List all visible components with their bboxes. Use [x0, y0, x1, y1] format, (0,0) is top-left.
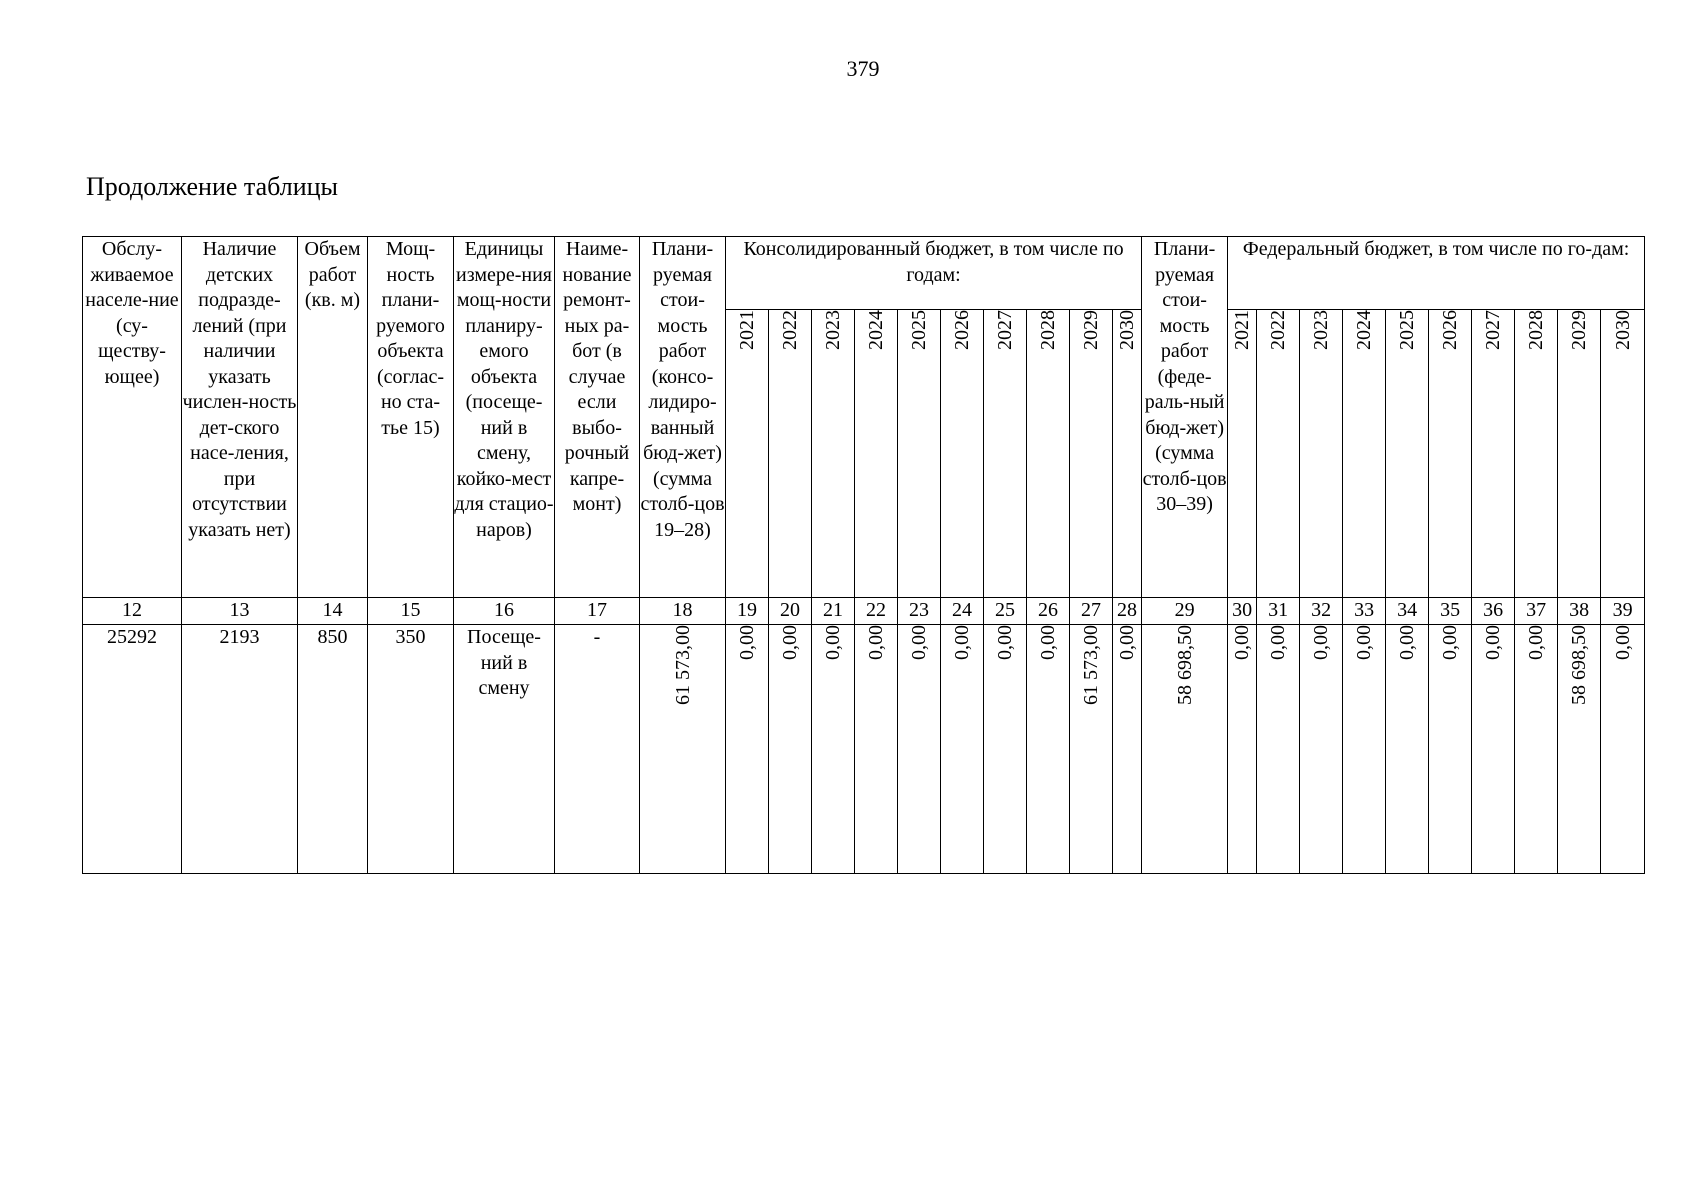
year-label: 2028 [1525, 310, 1548, 350]
header-capacity-units: Единицы измере-ния мощ-ности планиру-емого объекта (посеще-ний в смену, койко-мест для стацио-наров) [454, 237, 555, 598]
federal-year-2022 [1257, 310, 1300, 598]
column-number: 21 [812, 598, 855, 625]
cell-federal-2024 [1343, 625, 1386, 874]
column-number: 12 [83, 598, 182, 625]
column-number: 33 [1343, 598, 1386, 625]
header-consolidated-budget-group: Консолидированный бюджет, в том числе по годам: [726, 237, 1142, 310]
consolidated-year-2024 [855, 310, 898, 598]
consolidated-year-2028 [1027, 310, 1070, 598]
column-number: 38 [1558, 598, 1601, 625]
federal-year-2026 [1429, 310, 1472, 598]
cell-served-population: 25292 [83, 625, 182, 874]
consolidated-year-2030 [1113, 310, 1142, 598]
year-label: 2026 [951, 310, 973, 350]
cell-consolidated-2025 [898, 625, 941, 874]
year-label: 2022 [779, 310, 801, 350]
header-planned-cost-consolidated: Плани-руемая стои-мость работ (консо-лидиро-ванный бюд-жет) (сумма столб-цов 19–28) [640, 237, 726, 598]
cell-capacity-units: Посеще-ний в смену [454, 625, 555, 874]
year-label: 2024 [1353, 310, 1376, 350]
consolidated-year-2027 [984, 310, 1027, 598]
column-number: 26 [1027, 598, 1070, 625]
cell-consolidated-2026 [941, 625, 984, 874]
header-children-units: Наличие детских подразде-лений (при наличии указать числен-ность дет-ского насе-ления, при отсутствии указать нет) [182, 237, 298, 598]
cell-value: 0,00 [1611, 625, 1634, 660]
header-capacity: Мощ-ность плани-руемого объекта (соглас-но ста-тье 15) [368, 237, 454, 598]
federal-year-2028 [1515, 310, 1558, 598]
year-label: 2028 [1037, 310, 1059, 350]
column-number: 14 [298, 598, 368, 625]
federal-year-2021 [1228, 310, 1257, 598]
cell-federal-2030 [1601, 625, 1645, 874]
cell-value: 0,00 [779, 625, 801, 660]
cell-consolidated-2030 [1113, 625, 1142, 874]
column-number: 15 [368, 598, 454, 625]
federal-year-2027 [1472, 310, 1515, 598]
column-number: 18 [640, 598, 726, 625]
federal-year-2023 [1300, 310, 1343, 598]
column-number: 13 [182, 598, 298, 625]
cell-consolidated-2029 [1070, 625, 1113, 874]
column-number: 28 [1113, 598, 1142, 625]
budget-table [82, 236, 1645, 874]
year-label: 2024 [865, 310, 887, 350]
cell-value: 0,00 [1396, 625, 1419, 660]
cell-federal-2029 [1558, 625, 1601, 874]
cell-value: 0,00 [822, 625, 844, 660]
column-number: 22 [855, 598, 898, 625]
year-label: 2027 [994, 310, 1016, 350]
cell-consolidated-2024 [855, 625, 898, 874]
cell-value: 61 573,00 [671, 625, 694, 705]
column-number: 25 [984, 598, 1027, 625]
consolidated-year-2026 [941, 310, 984, 598]
cell-value: 0,00 [1310, 625, 1333, 660]
cell-consolidated-2022 [769, 625, 812, 874]
federal-year-2024 [1343, 310, 1386, 598]
column-number: 20 [769, 598, 812, 625]
year-label: 2022 [1267, 310, 1290, 350]
year-label: 2021 [736, 310, 758, 350]
cell-value: 0,00 [1482, 625, 1505, 660]
year-label: 2021 [1231, 310, 1254, 350]
cell-value: 58 698,50 [1568, 625, 1591, 705]
year-label: 2023 [822, 310, 844, 350]
cell-federal-2021 [1228, 625, 1257, 874]
year-label: 2025 [1396, 310, 1419, 350]
consolidated-year-2025 [898, 310, 941, 598]
column-number: 32 [1300, 598, 1343, 625]
federal-year-2025 [1386, 310, 1429, 598]
year-label: 2030 [1116, 310, 1139, 350]
column-number: 31 [1257, 598, 1300, 625]
table-row [83, 625, 1645, 874]
year-label: 2030 [1611, 310, 1634, 350]
cell-value: 0,00 [1037, 625, 1059, 660]
column-number: 23 [898, 598, 941, 625]
year-label: 2029 [1568, 310, 1591, 350]
column-number: 36 [1472, 598, 1515, 625]
cell-consolidated-2027 [984, 625, 1027, 874]
cell-value: 0,00 [1525, 625, 1548, 660]
cell-value: 0,00 [908, 625, 930, 660]
column-number: 17 [555, 598, 640, 625]
column-number: 27 [1070, 598, 1113, 625]
column-number: 30 [1228, 598, 1257, 625]
cell-work-volume: 850 [298, 625, 368, 874]
cell-consolidated-2028 [1027, 625, 1070, 874]
year-label: 2023 [1310, 310, 1333, 350]
page-number: 379 [846, 56, 880, 81]
year-label: 2025 [908, 310, 930, 350]
year-label: 2029 [1080, 310, 1102, 350]
cell-value: 0,00 [1353, 625, 1376, 660]
header-work-volume: Объем работ (кв. м) [298, 237, 368, 598]
cell-value: 0,00 [951, 625, 973, 660]
cell-federal-2025 [1386, 625, 1429, 874]
cell-value: 0,00 [1439, 625, 1462, 660]
year-label: 2026 [1439, 310, 1462, 350]
federal-year-2030 [1601, 310, 1645, 598]
cell-value: 0,00 [865, 625, 887, 660]
cell-value: 0,00 [736, 625, 758, 660]
consolidated-year-2023 [812, 310, 855, 598]
header-row-top [83, 237, 1645, 310]
cell-value: 0,00 [1231, 625, 1254, 660]
header-repair-works: Наиме-нование ремонт-ных ра-бот (в случае если выбо-рочный капре-монт) [555, 237, 640, 598]
cell-children-units: 2193 [182, 625, 298, 874]
column-number: 24 [941, 598, 984, 625]
header-planned-cost-federal: Плани-руемая стои-мость работ (феде-раль-ный бюд-жет) (сумма столб-цов 30–39) [1142, 237, 1228, 598]
cell-consolidated-2021 [726, 625, 769, 874]
cell-repair-works: - [555, 625, 640, 874]
cell-federal-2023 [1300, 625, 1343, 874]
year-label: 2027 [1482, 310, 1505, 350]
column-number: 19 [726, 598, 769, 625]
cell-federal-2026 [1429, 625, 1472, 874]
table-caption: Продолжение таблицы [86, 172, 338, 201]
consolidated-year-2022 [769, 310, 812, 598]
consolidated-year-2029 [1070, 310, 1113, 598]
column-number: 34 [1386, 598, 1429, 625]
cell-federal-2022 [1257, 625, 1300, 874]
column-number: 37 [1515, 598, 1558, 625]
column-number: 29 [1142, 598, 1228, 625]
cell-capacity: 350 [368, 625, 454, 874]
cell-value: 0,00 [1116, 625, 1139, 660]
header-served-population: Обслу-живаемое населе-ние (су-ществу-ющее) [83, 237, 182, 598]
header-federal-budget-group: Федеральный бюджет, в том числе по го-дам: [1228, 237, 1645, 310]
column-number: 39 [1601, 598, 1645, 625]
column-number-row [83, 598, 1645, 625]
cell-federal-2027 [1472, 625, 1515, 874]
cell-planned-cost-federal [1142, 625, 1228, 874]
cell-value: 0,00 [1267, 625, 1290, 660]
cell-planned-cost-consolidated [640, 625, 726, 874]
cell-consolidated-2023 [812, 625, 855, 874]
cell-value: 61 573,00 [1080, 625, 1102, 705]
federal-year-2029 [1558, 310, 1601, 598]
column-number: 16 [454, 598, 555, 625]
cell-value: 0,00 [994, 625, 1016, 660]
cell-value: 58 698,50 [1173, 625, 1196, 705]
consolidated-year-2021 [726, 310, 769, 598]
column-number: 35 [1429, 598, 1472, 625]
cell-federal-2028 [1515, 625, 1558, 874]
